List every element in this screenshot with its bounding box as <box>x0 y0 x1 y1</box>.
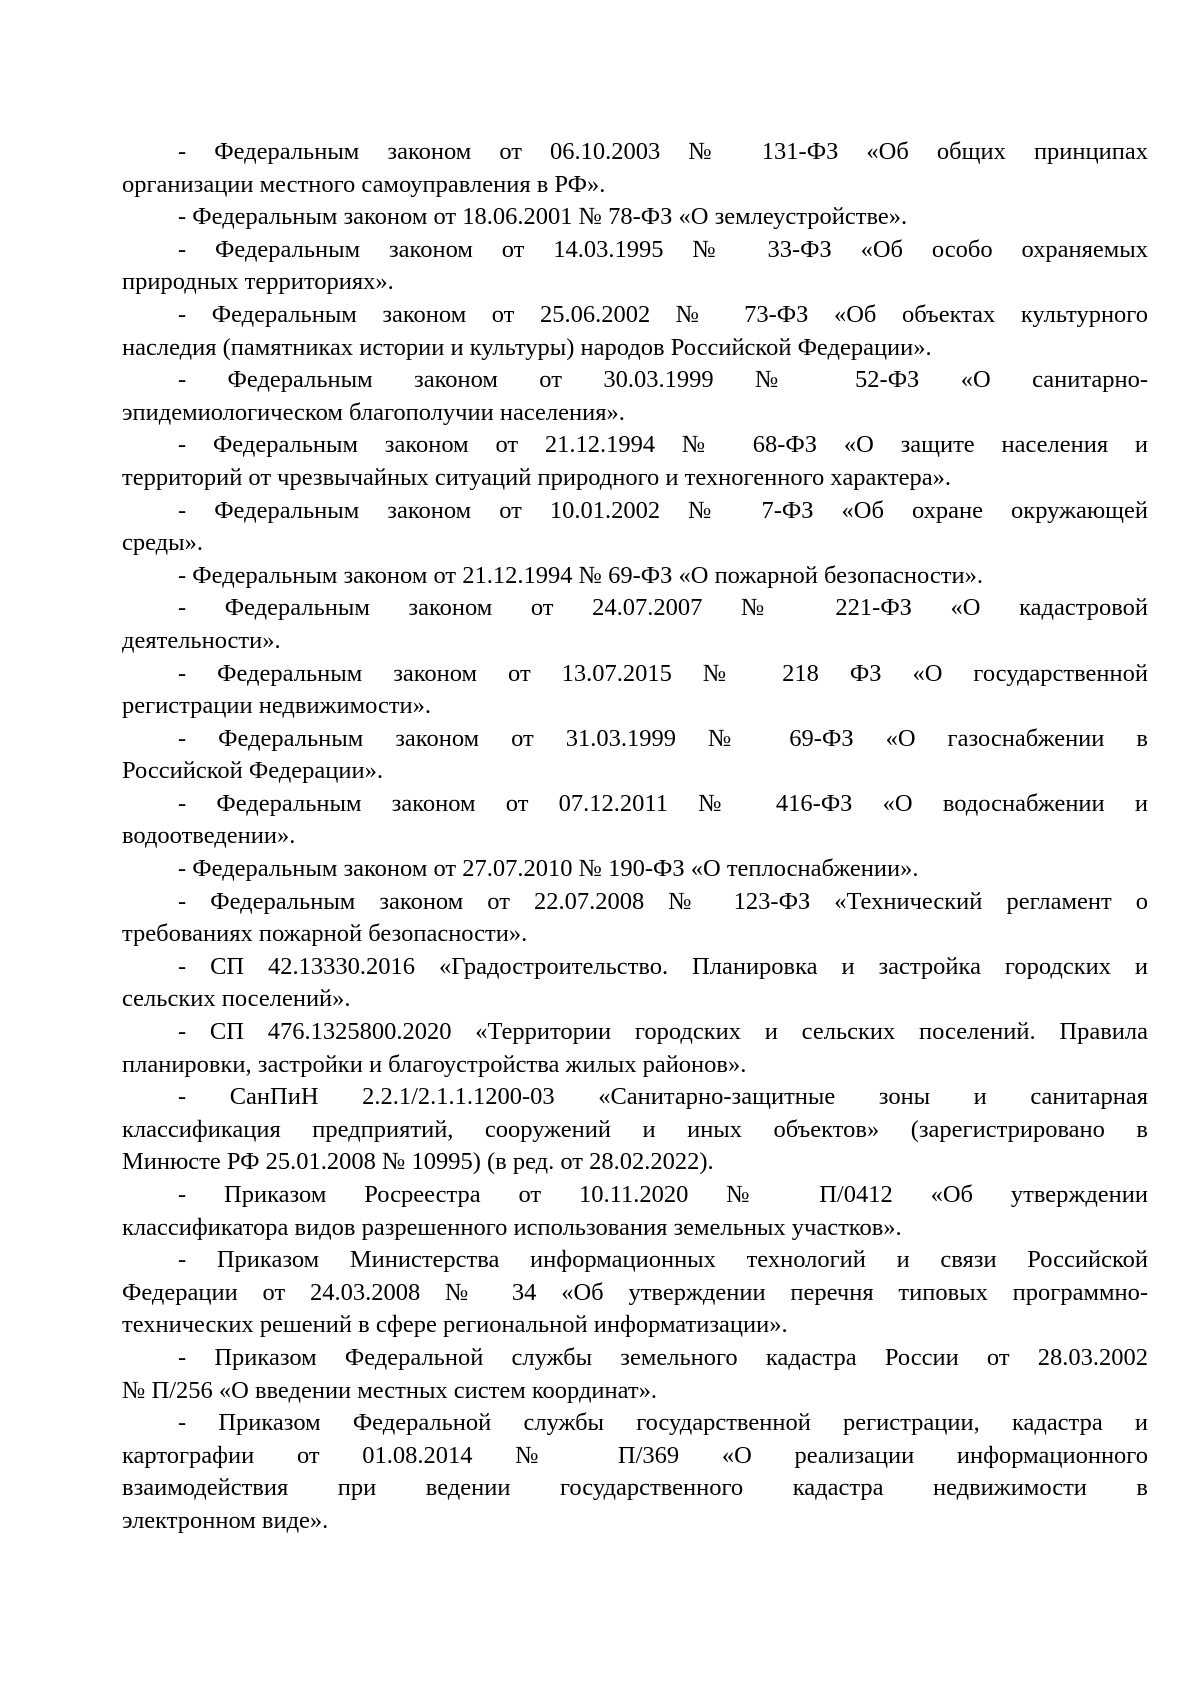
legal-reference-line: - СП 42.13330.2016 «Градостроительство. Планировка и застройка городских и <box>178 952 1148 980</box>
legal-reference-item <box>122 723 1148 788</box>
legal-reference-line: классификация предприятий, сооружений и иных объектов» (зарегистрировано в <box>122 1115 1148 1143</box>
legal-reference-line: - Приказом Росреестра от 10.11.2020 № П/0412 «Об утверждении <box>178 1181 1148 1208</box>
legal-reference-line: территорий от чрезвычайных ситуаций природного и техногенного характера». <box>122 463 952 491</box>
legal-reference-line: классификатора видов разрешенного использования земельных участков». <box>122 1213 902 1241</box>
legal-reference-item <box>122 364 1148 429</box>
legal-reference-line: требованиях пожарной безопасности». <box>122 920 528 948</box>
legal-reference-line: Российской Федерации». <box>122 757 383 785</box>
legal-reference-line: - Федеральным законом от 21.12.1994 № 69-ФЗ «О пожарной безопасности». <box>178 561 983 589</box>
legal-reference-line: - Федеральным законом от 24.07.2007 № 221-ФЗ «О кадастровой <box>178 594 1148 622</box>
legal-reference-line: - СП 476.1325800.2020 «Территории городских и сельских поселений. Правила <box>178 1018 1148 1046</box>
legal-reference-item <box>122 1081 1148 1179</box>
legal-reference-line: - Федеральным законом от 18.06.2001 № 78-ФЗ «О землеустройстве». <box>178 203 908 231</box>
legal-reference-line: водоотведении». <box>122 822 296 850</box>
legal-reference-item <box>122 788 1148 853</box>
legal-reference-item <box>122 853 1148 886</box>
legal-reference-item <box>122 951 1148 1016</box>
legal-reference-line: Федерации от 24.03.2008 № 34 «Об утверждении перечня типовых программно- <box>122 1278 1148 1306</box>
legal-reference-line: природных территориях». <box>122 268 394 296</box>
legal-reference-item <box>122 1016 1148 1081</box>
legal-reference-line: планировки, застройки и благоустройства жилых районов». <box>122 1050 747 1078</box>
legal-reference-item <box>122 1244 1148 1342</box>
legal-reference-item <box>122 136 1148 201</box>
legal-reference-line: технических решений в сфере региональной информатизации». <box>122 1311 788 1339</box>
legal-references-list <box>122 136 1148 1538</box>
legal-reference-line: деятельности». <box>122 626 281 654</box>
legal-reference-line: - Федеральным законом от 22.07.2008 № 123-ФЗ «Технический регламент о <box>178 887 1148 915</box>
legal-reference-item <box>122 429 1148 494</box>
legal-reference-item <box>122 495 1148 560</box>
legal-reference-item <box>122 1407 1148 1537</box>
legal-reference-item <box>122 1342 1148 1407</box>
legal-reference-line: - Федеральным законом от 21.12.1994 № 68-ФЗ «О защите населения и <box>178 431 1148 459</box>
legal-reference-line: - Федеральным законом от 14.03.1995 № 33-ФЗ «Об особо охраняемых <box>178 235 1148 263</box>
legal-reference-line: - Федеральным законом от 27.07.2010 № 190-ФЗ «О теплоснабжении». <box>178 855 919 883</box>
legal-reference-line: - Федеральным законом от 31.03.1999 № 69-ФЗ «О газоснабжении в <box>178 724 1148 752</box>
legal-reference-line: картографии от 01.08.2014 № П/369 «О реализации информационного <box>122 1441 1148 1469</box>
legal-reference-line: - Приказом Федеральной службы государственной регистрации, кадастра и <box>178 1409 1148 1437</box>
legal-reference-line: - СанПиН 2.2.1/2.1.1.1200-03 «Санитарно-защитные зоны и санитарная <box>178 1083 1148 1111</box>
legal-reference-line: наследия (памятниках истории и культуры) народов Российской Федерации». <box>122 333 932 361</box>
legal-reference-line: эпидемиологическом благополучии населения». <box>122 398 625 426</box>
legal-reference-item <box>122 1179 1148 1244</box>
legal-reference-item <box>122 886 1148 951</box>
legal-reference-item <box>122 299 1148 364</box>
legal-reference-line: регистрации недвижимости». <box>122 692 432 720</box>
legal-reference-line: - Приказом Федеральной службы земельного кадастра России от 28.03.2002 <box>178 1343 1148 1371</box>
legal-reference-line: - Федеральным законом от 30.03.1999 № 52-ФЗ «О санитарно- <box>178 366 1148 394</box>
legal-reference-line: среды». <box>122 529 203 557</box>
legal-reference-line: организации местного самоуправления в РФ». <box>122 170 606 198</box>
legal-reference-line: № П/256 «О введении местных систем координат». <box>122 1376 657 1404</box>
legal-reference-line: Минюсте РФ 25.01.2008 № 10995) (в ред. от 28.02.2022). <box>122 1148 714 1176</box>
legal-reference-line: взаимодействия при ведении государственного кадастра недвижимости в <box>122 1474 1148 1502</box>
legal-reference-line: - Федеральным законом от 10.01.2002 № 7-ФЗ «Об охране окружающей <box>178 496 1148 524</box>
legal-reference-line: - Федеральным законом от 25.06.2002 № 73-ФЗ «Об объектах культурного <box>178 300 1148 328</box>
legal-reference-item <box>122 658 1148 723</box>
legal-reference-item <box>122 234 1148 299</box>
legal-reference-item <box>122 560 1148 593</box>
legal-reference-line: - Федеральным законом от 06.10.2003 № 131-ФЗ «Об общих принципах <box>178 138 1148 165</box>
legal-reference-item <box>122 592 1148 657</box>
legal-reference-line: - Федеральным законом от 13.07.2015 № 218 ФЗ «О государственной <box>178 659 1148 687</box>
legal-reference-line: сельских поселений». <box>122 985 351 1013</box>
legal-reference-line: - Федеральным законом от 07.12.2011 № 416-ФЗ «О водоснабжении и <box>178 789 1148 817</box>
legal-reference-line: электронном виде». <box>122 1506 329 1534</box>
legal-reference-line: - Приказом Министерства информационных технологий и связи Российской <box>178 1246 1148 1274</box>
legal-reference-item <box>122 201 1148 234</box>
